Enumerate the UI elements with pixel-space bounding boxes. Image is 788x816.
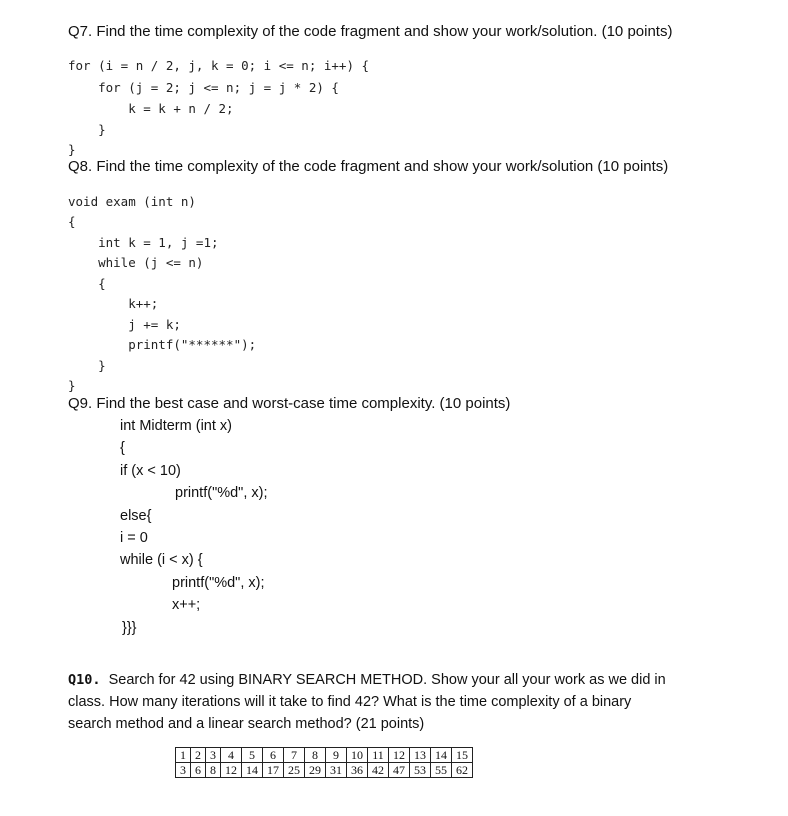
search-array-table: [175, 747, 473, 778]
q9-code-line: printf("%d", x);: [172, 575, 265, 591]
index-cell: 8: [305, 748, 326, 763]
value-cell: 31: [326, 763, 347, 778]
value-cell: 14: [242, 763, 263, 778]
value-cell: 55: [431, 763, 452, 778]
q8-code-line: j += k;: [68, 317, 181, 332]
index-cell: 1: [176, 748, 191, 763]
q9-code-line: }}}: [122, 620, 137, 636]
index-cell: 7: [284, 748, 305, 763]
q8-code-line: printf("******");: [68, 337, 257, 352]
q9-code-line: {: [120, 440, 125, 456]
q8-code-line: }: [68, 378, 76, 393]
q9-code-line: printf("%d", x);: [175, 485, 268, 501]
value-cell: 29: [305, 763, 326, 778]
value-cell: 36: [347, 763, 368, 778]
value-cell: 62: [452, 763, 473, 778]
q8-code-line: k++;: [68, 296, 159, 311]
q10-label: Q10.: [68, 672, 101, 688]
index-cell: 4: [221, 748, 242, 763]
q8-code-line: {: [68, 214, 76, 229]
q9-code-line: if (x < 10): [120, 463, 181, 479]
q9-heading: Q9. Find the best case and worst-case time complexity. (10 points): [68, 395, 511, 412]
q7-code-line: }: [68, 142, 76, 157]
q7-code-line: for (j = 2; j <= n; j = j * 2) {: [68, 80, 339, 95]
q8-code-line: void exam (int n): [68, 194, 196, 209]
q7-code-line: }: [68, 122, 106, 137]
value-cell: 42: [368, 763, 389, 778]
q7-code-line: k = k + n / 2;: [68, 101, 234, 116]
value-cell: 12: [221, 763, 242, 778]
q9-code-line: int Midterm (int x): [120, 418, 232, 434]
q9-code-line: x++;: [172, 597, 201, 613]
index-cell: 14: [431, 748, 452, 763]
q10-line3: search method and a linear search method? (21 points): [68, 716, 425, 732]
q10-line: [68, 670, 666, 690]
q8-heading: Q8. Find the time complexity of the code fragment and show your work/solution (10 points): [68, 158, 669, 175]
index-cell: 9: [326, 748, 347, 763]
q7-code-line: for (i = n / 2, j, k = 0; i <= n; i++) {: [68, 58, 370, 73]
q9-code-line: while (i < x) {: [120, 552, 203, 568]
q7-heading: Q7. Find the time complexity of the code fragment and show your work/solution. (10 points): [68, 23, 673, 40]
index-cell: 12: [389, 748, 410, 763]
q9-code-line: else{: [120, 508, 152, 524]
q8-code-line: {: [68, 276, 106, 291]
value-cell: 6: [191, 763, 206, 778]
index-cell: 11: [368, 748, 389, 763]
value-cell: 8: [206, 763, 221, 778]
q8-code-line: int k = 1, j =1;: [68, 235, 219, 250]
q9-code-line: i = 0: [120, 530, 148, 546]
q8-code-line: while (j <= n): [68, 255, 204, 270]
index-cell: 5: [242, 748, 263, 763]
q10-line1: Search for 42 using BINARY SEARCH METHOD. Show your all your work as we did in: [108, 672, 666, 688]
value-cell: 25: [284, 763, 305, 778]
index-cell: 3: [206, 748, 221, 763]
index-row: [176, 748, 473, 763]
value-cell: 53: [410, 763, 431, 778]
value-cell: 47: [389, 763, 410, 778]
value-cell: 17: [263, 763, 284, 778]
value-row: [176, 763, 473, 778]
q8-code-line: }: [68, 358, 106, 373]
index-cell: 15: [452, 748, 473, 763]
index-cell: 2: [191, 748, 206, 763]
index-cell: 13: [410, 748, 431, 763]
index-cell: 6: [263, 748, 284, 763]
q10-line2: class. How many iterations will it take to find 42? What is the time complexity of a binary: [68, 694, 632, 710]
value-cell: 3: [176, 763, 191, 778]
index-cell: 10: [347, 748, 368, 763]
